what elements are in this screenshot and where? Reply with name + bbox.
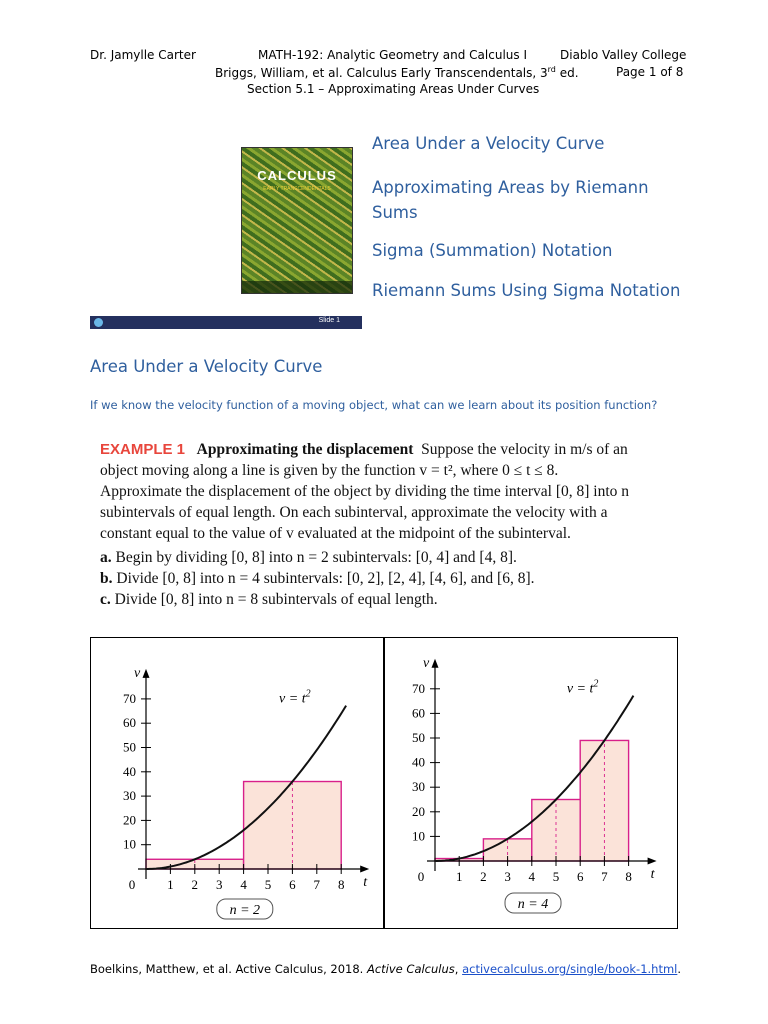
curve-label: $v = t^2$ <box>566 678 599 697</box>
header-author: Dr. Jamylle Carter <box>90 48 196 62</box>
x-tick-label: 6 <box>576 869 584 884</box>
graph-2-frame <box>385 638 678 929</box>
y-tick-label: 50 <box>123 739 136 755</box>
y-tick-label: 30 <box>123 788 136 804</box>
curve-label: $v = t^2$ <box>279 688 311 707</box>
textbook-text: Briggs, William, et al. Calculus Early Transcendentals, 3 <box>215 66 548 80</box>
item-text: Begin by dividing [0, 8] into n = 2 subintervals: [0, 4] and [4, 8]. <box>115 549 517 566</box>
y-tick-label: 70 <box>412 680 425 696</box>
header-section: Section 5.1 – Approximating Areas Under Curves <box>247 82 540 96</box>
item-letter: c. <box>100 591 111 608</box>
example-title: Approximating the displacement <box>196 441 414 458</box>
x-tick-label: 2 <box>191 877 199 892</box>
header-page: Page 1 of 8 <box>616 65 684 79</box>
y-tick-label: 40 <box>123 763 136 779</box>
y-tick-label: 50 <box>412 730 425 745</box>
y-tick-label: 70 <box>123 690 136 706</box>
x-tick-label: 8 <box>625 869 632 884</box>
curve-label-exponent: 2 <box>593 678 599 690</box>
y-tick-label: 20 <box>412 803 425 819</box>
x-tick-label: 6 <box>289 877 296 892</box>
x-axis-arrow-icon-2 <box>648 858 657 865</box>
intro-question: If we know the velocity function of a moving object, what can we learn about its position function? <box>90 398 658 412</box>
y-tick-label: 60 <box>412 705 425 721</box>
example-label: EXAMPLE 1 <box>100 441 186 458</box>
example-paragraph <box>100 439 640 544</box>
item-text: Divide [0, 8] into n = 8 subintervals of equal length. <box>114 591 438 608</box>
header-textbook <box>215 65 579 80</box>
book-cover-image <box>241 147 353 294</box>
riemann-graphs-figure <box>90 637 678 929</box>
header-college: Diablo Valley College <box>560 48 687 62</box>
toc-item-2: Approximating Areas by Riemann Sums <box>372 178 649 222</box>
example-items <box>100 547 640 610</box>
y-tick-label: 60 <box>123 715 136 731</box>
x-tick-label: 5 <box>552 869 560 884</box>
header-course: MATH-192: Analytic Geometry and Calculus I <box>258 48 527 62</box>
cover-title: CALCULUS <box>257 168 337 183</box>
item-letter: b. <box>100 570 113 587</box>
example-box <box>100 439 640 610</box>
toc-item-1: Area Under a Velocity Curve <box>372 134 605 153</box>
toc-item-3: Sigma (Summation) Notation <box>372 241 613 260</box>
caption-label: n = 2 <box>229 903 261 918</box>
example-item-b <box>100 568 640 589</box>
textbook-ed: ed. <box>555 66 579 80</box>
pearson-logo-icon <box>94 318 103 327</box>
origin-label: 0 <box>417 869 425 884</box>
x-tick-label: 5 <box>264 877 272 892</box>
footer-end: . <box>677 962 682 976</box>
item-text: Divide [0, 8] into n = 4 subintervals: [0, 2], [2, 4], [4, 6], and [6, 8]. <box>116 570 535 587</box>
cover-author-strip <box>242 281 352 293</box>
y-tick-label: 10 <box>412 828 425 844</box>
y-axis-arrow-icon-1 <box>143 669 150 678</box>
y-axis-arrow-icon-2 <box>432 659 439 668</box>
textbook-sup: rd <box>547 65 556 74</box>
y-axis-label: v <box>423 655 430 671</box>
cover-subtitle: EARLY TRANSCENDENTALS <box>263 186 331 192</box>
y-tick-label: 20 <box>123 812 136 828</box>
toc-item-4: Riemann Sums Using Sigma Notation <box>372 281 681 300</box>
x-tick-label: 2 <box>480 869 487 884</box>
x-tick-label: 1 <box>455 869 463 884</box>
riemann-graphs-svg <box>90 637 678 929</box>
x-axis-label: t <box>363 875 368 890</box>
caption-label: n = 4 <box>517 897 549 912</box>
x-tick-label: 8 <box>337 877 345 892</box>
section-heading: Area Under a Velocity Curve <box>90 357 323 376</box>
x-tick-label: 4 <box>528 869 536 884</box>
footer-citation <box>90 962 681 976</box>
x-tick-label: 4 <box>240 877 247 892</box>
curve-label-exponent: 2 <box>305 688 311 700</box>
x-tick-label: 7 <box>313 877 321 892</box>
example-body: Suppose the velocity in m/s of an object moving along a line is given by the function v = t², where 0 ≤ t ≤ 8. Approximate the displacement of the object by dividing the time interval [0, 8] into n subintervals of equal length. On each subinterval, approximate the velocity with a constant equal to the value of v evaluated at the midpoint of the subinterval. <box>100 441 630 542</box>
x-tick-label: 3 <box>215 877 223 892</box>
banner-slide-label: Slide 1 <box>318 317 340 324</box>
x-tick-label: 3 <box>504 869 511 884</box>
footer-sep: , <box>454 962 463 976</box>
x-axis-arrow-icon-1 <box>360 866 369 873</box>
x-tick-label: 1 <box>167 877 174 892</box>
y-tick-label: 30 <box>412 779 425 795</box>
item-letter: a. <box>100 549 112 566</box>
x-axis-label: t <box>650 867 655 882</box>
pearson-banner <box>90 316 362 329</box>
footer-link[interactable]: activecalculus.org/single/book-1.html <box>462 962 678 976</box>
example-item-a <box>100 547 640 568</box>
y-axis-label: v <box>134 665 141 681</box>
footer-book-title: Active Calculus <box>366 962 455 976</box>
x-tick-label: 7 <box>601 869 608 884</box>
footer-citation-text: Boelkins, Matthew, et al. Active Calculus, 2018. <box>90 962 367 976</box>
y-tick-label: 40 <box>412 754 425 770</box>
origin-label: 0 <box>128 877 136 892</box>
y-tick-label: 10 <box>123 836 136 852</box>
example-item-c <box>100 589 640 610</box>
